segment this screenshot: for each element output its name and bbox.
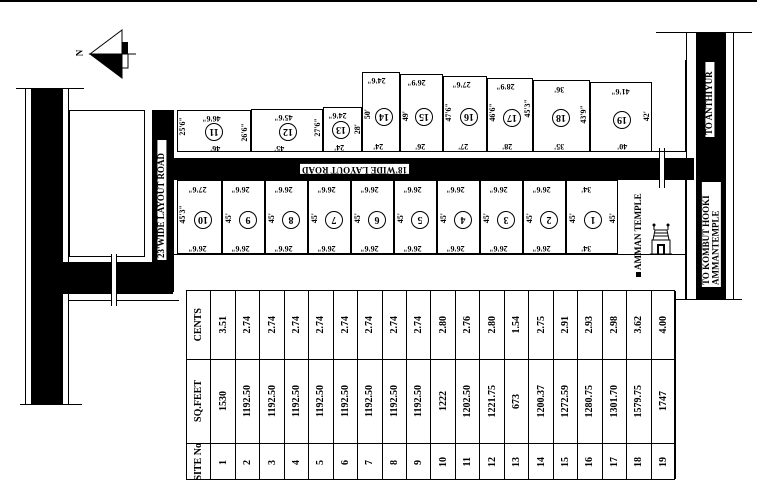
dimension-label: 26'	[415, 142, 426, 151]
dimension-label: 45'	[482, 213, 491, 224]
table-cell-cents	[505, 291, 528, 359]
cell-text: SITE No	[193, 443, 205, 481]
site-number-badge: 3	[497, 211, 515, 229]
dimension-label: 43'9"	[579, 105, 588, 124]
cell-text: 2.74	[266, 316, 278, 334]
road-end-line	[20, 404, 82, 405]
table-row	[627, 291, 651, 479]
table-cell-sqfeet	[578, 359, 601, 443]
table-cell-cents	[627, 291, 650, 359]
cell-text: 18	[633, 457, 645, 467]
cell-text: 1280.75	[584, 384, 596, 418]
table-cell-site	[456, 443, 479, 481]
road-end-line	[678, 299, 742, 300]
table-cell-site	[505, 443, 528, 481]
site-number-badge: 14	[375, 108, 393, 126]
dimension-label: 45'	[525, 213, 534, 224]
table-cell-sqfeet	[456, 359, 479, 443]
table-cell-site	[480, 443, 503, 481]
plot-17[interactable]	[487, 78, 533, 152]
plot-8[interactable]	[265, 180, 308, 254]
table-row	[334, 291, 358, 479]
dimension-label: 26'6"	[532, 244, 551, 253]
site-number-badge: 8	[282, 211, 300, 229]
dimension-label: 26'6"	[274, 185, 293, 194]
table-cell-sqfeet	[432, 359, 455, 443]
amman-temple-label: AMMAN TEMPLE	[633, 193, 643, 270]
dimension-label: 45'	[608, 213, 617, 224]
cell-text: CENTS	[193, 308, 205, 342]
cell-text: 2.74	[388, 316, 400, 334]
top-border-line	[0, 0, 757, 2]
plot-12[interactable]	[251, 109, 323, 152]
area-table	[186, 290, 675, 480]
dimension-label: 26'6"	[446, 185, 465, 194]
dimension-label: 26'6"	[489, 244, 508, 253]
dimension-label: 45'	[274, 144, 285, 153]
road-end-line	[16, 88, 84, 89]
cell-text: 1192.50	[315, 385, 327, 417]
cell-text: 1192.50	[291, 385, 303, 417]
23ft-road-label: 23'WIDE LAYOUT ROAD	[157, 140, 166, 260]
block-edge	[69, 300, 179, 301]
dimension-label: 34'	[581, 244, 592, 253]
dimension-label: 50'	[363, 109, 372, 120]
cell-text: 2.76	[462, 316, 474, 334]
site-number-badge: 2	[540, 211, 558, 229]
cell-text: 1	[217, 459, 229, 465]
dimension-label: 27'6"	[188, 185, 207, 194]
cell-text: 1192.50	[266, 385, 278, 417]
table-cell-site	[358, 443, 381, 481]
table-cell-cents	[334, 291, 357, 359]
table-cell-site	[309, 443, 332, 481]
cell-text: 2.91	[559, 316, 571, 334]
cell-text: 3.51	[217, 316, 229, 334]
table-cell-sqfeet	[309, 359, 332, 443]
table-cell-site	[554, 443, 577, 481]
table-cell-cents	[603, 291, 626, 359]
dimension-label: 26'6"	[231, 185, 250, 194]
cell-text: 7	[364, 459, 376, 465]
plot-14[interactable]	[362, 72, 400, 152]
cell-text: 2.80	[486, 316, 498, 334]
table-cell-cents	[578, 291, 601, 359]
dimension-label: 26'6"	[240, 123, 249, 142]
plot-11[interactable]	[177, 110, 251, 152]
cell-text: 2.75	[535, 316, 547, 334]
table-cell-cents	[236, 291, 259, 359]
cell-text: 8	[388, 459, 400, 465]
right-block-edge	[652, 60, 686, 152]
dimension-label: 26'6"	[360, 244, 379, 253]
dimension-label: 28'9"	[496, 82, 515, 91]
cell-text: 2.93	[584, 316, 596, 334]
cell-text: 2.98	[608, 316, 620, 334]
site-number-badge: 6	[368, 211, 386, 229]
table-row	[236, 291, 260, 479]
cell-text: 1301.70	[608, 384, 620, 418]
table-cell-sqfeet	[505, 359, 528, 443]
cell-text: 14	[535, 457, 547, 467]
table-cell-sqfeet	[334, 359, 357, 443]
table-row	[578, 291, 602, 479]
site-number-badge: 11	[205, 123, 223, 141]
table-cell-cents	[383, 291, 406, 359]
table-row	[432, 291, 456, 479]
plot-9[interactable]	[222, 180, 265, 254]
site-number-badge: 9	[239, 211, 257, 229]
site-number-badge: 4	[454, 211, 472, 229]
plot-18[interactable]	[533, 80, 590, 152]
dimension-label: 45'	[224, 213, 233, 224]
site-number-badge: 10	[194, 211, 212, 229]
cell-text: 2.74	[364, 316, 376, 334]
cell-text: 11	[462, 457, 474, 467]
dimension-label: 26'6"	[188, 244, 207, 253]
cell-text: 10	[437, 457, 449, 467]
cell-text: 1200.37	[535, 384, 547, 418]
dimension-label: 28'	[502, 142, 513, 151]
table-row	[383, 291, 407, 479]
table-cell-sqfeet	[627, 359, 650, 443]
table-cell-cents	[529, 291, 552, 359]
cell-text: 1222	[437, 391, 449, 411]
table-cell-sqfeet	[211, 359, 234, 443]
cell-text: 2.74	[291, 316, 303, 334]
table-cell-cents	[480, 291, 503, 359]
label-line: AMMANTEMPLE	[710, 210, 721, 285]
table-row	[652, 291, 676, 479]
cell-text: 1192.50	[364, 385, 376, 417]
dimension-label: 26'6"	[231, 244, 250, 253]
table-row	[505, 291, 529, 479]
dimension-label: 26'6"	[360, 185, 379, 194]
table-cell-sqfeet	[529, 359, 552, 443]
table-row	[603, 291, 627, 479]
site-number-badge: 16	[460, 108, 478, 126]
table-cell-site	[432, 443, 455, 481]
site-number-badge: 18	[552, 109, 570, 127]
table-cell-cents	[554, 291, 577, 359]
plot-10[interactable]	[177, 180, 222, 254]
table-row	[260, 291, 284, 479]
dimension-label: 36'	[554, 85, 565, 94]
dimension-label: 34'	[581, 185, 592, 194]
dimension-label: 45'3"	[178, 205, 187, 224]
dimension-label: 45'	[310, 213, 319, 224]
north-arrow-icon	[76, 28, 136, 85]
plot-13[interactable]	[323, 107, 362, 152]
table-cell-sqfeet	[187, 359, 210, 443]
dimension-label: 24'	[334, 143, 345, 152]
dimension-label: 27'6"	[313, 118, 322, 137]
plot-1[interactable]	[566, 180, 618, 254]
18ft-road	[174, 158, 694, 180]
to-kombut-hooki-label	[702, 182, 721, 287]
left-road	[31, 88, 63, 405]
site-number-badge: 1	[584, 211, 602, 229]
plot-19[interactable]	[590, 82, 652, 152]
cell-text: 2.74	[339, 316, 351, 334]
site-number-badge: 15	[415, 108, 433, 126]
table-cell-sqfeet	[480, 359, 503, 443]
dimension-label: 42'	[642, 111, 651, 122]
cell-text: 2.74	[242, 316, 254, 334]
dimension-label: 46'6"	[488, 103, 497, 122]
table-cell-site	[334, 443, 357, 481]
cell-text: 1192.50	[413, 385, 425, 417]
table-cell-sqfeet	[652, 359, 675, 443]
dimension-label: 26'6"	[317, 244, 336, 253]
cell-text: 3	[266, 459, 278, 465]
table-cell-sqfeet	[358, 359, 381, 443]
table-cell-site	[652, 443, 675, 481]
table-row	[358, 291, 382, 479]
table-cell-sqfeet	[285, 359, 308, 443]
dimension-label: 28'	[353, 124, 362, 135]
cell-text: 3.62	[633, 316, 645, 334]
cell-text: 12	[486, 457, 498, 467]
site-number-badge: 7	[325, 211, 343, 229]
table-cell-cents	[285, 291, 308, 359]
dimension-label: 26'6"	[317, 185, 336, 194]
table-cell-cents	[260, 291, 283, 359]
road-break-symbol	[111, 254, 117, 306]
site-number-badge: 12	[279, 123, 297, 141]
plot-6[interactable]	[351, 180, 394, 254]
plot-15[interactable]	[400, 74, 443, 152]
dimension-label: 45'6"	[274, 113, 293, 122]
temple-icon	[650, 222, 672, 261]
dimension-label: 45'	[396, 213, 405, 224]
dimension-label: 49'	[401, 111, 410, 122]
block-edge	[69, 110, 145, 257]
dimension-label: 27'	[458, 142, 469, 151]
dimension-label: 45'3"	[523, 99, 532, 118]
site-number-badge: 5	[411, 211, 429, 229]
block-edge	[174, 254, 686, 255]
cell-text: 2.80	[437, 316, 449, 334]
table-row	[529, 291, 553, 479]
dimension-label: 24'	[373, 142, 384, 151]
table-cell-cents	[432, 291, 455, 359]
plot-4[interactable]	[437, 180, 480, 254]
dimension-label: 41'6"	[611, 87, 630, 96]
table-cell-site	[260, 443, 283, 481]
18ft-road-label: 18'WIDE LAYOUT ROAD	[302, 164, 408, 175]
dimension-label: 26'6"	[446, 244, 465, 253]
cell-text: 2.74	[315, 316, 327, 334]
table-header-column	[187, 291, 211, 479]
dimension-label: 45'	[267, 213, 276, 224]
table-cell-sqfeet	[260, 359, 283, 443]
cell-text: 6	[339, 459, 351, 465]
cell-text: 1579.75	[633, 384, 645, 418]
table-cell-cents	[652, 291, 675, 359]
table-row	[309, 291, 333, 479]
table-cell-cents	[211, 291, 234, 359]
table-cell-site	[407, 443, 430, 481]
dimension-label: 47'6"	[444, 103, 453, 122]
cell-text: 15	[559, 457, 571, 467]
table-cell-site	[187, 443, 210, 481]
dimension-label: 35'	[554, 142, 565, 151]
table-cell-cents	[358, 291, 381, 359]
dimension-label: 26'6"	[403, 185, 422, 194]
table-cell-sqfeet	[603, 359, 626, 443]
table-cell-site	[211, 443, 234, 481]
dimension-label: 24'6"	[328, 111, 347, 120]
plot-5[interactable]	[394, 180, 437, 254]
table-row	[456, 291, 480, 479]
cell-text: SQ.FEET	[193, 380, 205, 422]
dimension-label: 46'	[210, 144, 221, 153]
to-anthiyur-label: TO ANTHIYUR	[705, 62, 714, 137]
dimension-label: 40'	[617, 142, 628, 151]
table-row	[211, 291, 235, 479]
table-cell-site	[578, 443, 601, 481]
cell-text: 1221.75	[486, 384, 498, 418]
cell-text: 1272.59	[559, 384, 571, 418]
cell-text: 19	[657, 457, 669, 467]
cell-text: 673	[511, 393, 523, 409]
dimension-label: 26'6"	[403, 244, 422, 253]
dimension-label: 46'6"	[202, 114, 221, 123]
dimension-label: 45'	[353, 213, 362, 224]
label-line: TO KOMBUT HOOKI	[701, 195, 711, 285]
table-cell-site	[383, 443, 406, 481]
table-cell-sqfeet	[554, 359, 577, 443]
cell-text: 17	[608, 457, 620, 467]
cell-text: 4	[291, 459, 303, 465]
table-cell-cents	[407, 291, 430, 359]
table-row	[554, 291, 578, 479]
dimension-label: 45'	[568, 213, 577, 224]
cell-text: 5	[315, 459, 327, 465]
road-end-line	[656, 32, 752, 33]
dimension-label: 26'6"	[532, 185, 551, 194]
cell-text: 1747	[657, 391, 669, 411]
dimension-label: 27'6"	[452, 80, 471, 89]
dimension-label: 26'6"	[274, 244, 293, 253]
table-cell-site	[285, 443, 308, 481]
dimension-label: 26'9"	[407, 78, 426, 87]
dimension-label: 45'	[439, 213, 448, 224]
site-number-badge: 13	[332, 121, 350, 139]
site-number-badge: 17	[503, 109, 521, 127]
dimension-label: 24'6"	[367, 76, 386, 85]
plot-16[interactable]	[443, 76, 487, 152]
table-cell-site	[603, 443, 626, 481]
cell-text: 13	[511, 457, 523, 467]
cell-text: 1192.50	[242, 385, 254, 417]
dimension-label: 26'6"	[489, 185, 508, 194]
table-cell-sqfeet	[407, 359, 430, 443]
plot-7[interactable]	[308, 180, 351, 254]
dimension-label: 25'6"	[178, 117, 187, 136]
cell-text: 1192.50	[339, 385, 351, 417]
cell-text: 1202.50	[462, 384, 474, 418]
cell-text: 1192.50	[388, 385, 400, 417]
cell-text: 4.00	[657, 316, 669, 334]
table-row	[480, 291, 504, 479]
table-cell-sqfeet	[236, 359, 259, 443]
cell-text: 1530	[217, 391, 229, 411]
plot-2[interactable]	[523, 180, 566, 254]
site-number-badge: 19	[613, 111, 631, 129]
table-cell-site	[529, 443, 552, 481]
temple-marker-icon	[636, 272, 641, 277]
table-row	[285, 291, 309, 479]
cell-text: 9	[413, 459, 425, 465]
table-cell-sqfeet	[383, 359, 406, 443]
cell-text: 2.74	[413, 316, 425, 334]
table-cell-site	[236, 443, 259, 481]
north-label: N	[74, 49, 85, 57]
table-row	[407, 291, 431, 479]
cell-text: 1.54	[511, 316, 523, 334]
table-cell-cents	[309, 291, 332, 359]
cell-text: 16	[584, 457, 596, 467]
cell-text: 2	[242, 459, 254, 465]
table-cell-cents	[187, 291, 210, 359]
table-cell-cents	[456, 291, 479, 359]
table-cell-site	[627, 443, 650, 481]
plot-3[interactable]	[480, 180, 523, 254]
